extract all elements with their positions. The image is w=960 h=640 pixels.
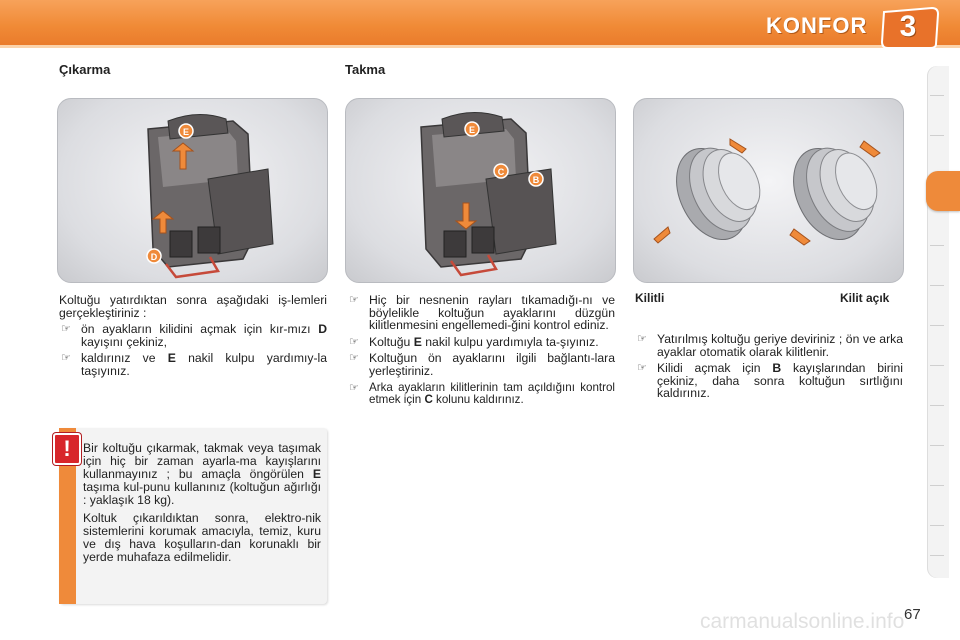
removal-intro: Koltuğu yatırdıktan sonra aşağıdaki iş-lemleri gerçekleştiriniz :	[59, 293, 327, 320]
pointing-hand-icon: ☞	[349, 335, 359, 348]
pointing-hand-icon: ☞	[637, 333, 647, 345]
removal-bullet-2-end: nakil kulpu yardımıy-la taşıyınız.	[81, 351, 327, 378]
install-bullet-3	[347, 352, 615, 377]
install-bullet-3-text: Koltuğun ön ayaklarını ilgili bağlantı-lara yerleştiriniz.	[369, 351, 615, 378]
rail-tick	[930, 245, 944, 246]
lock-text	[635, 333, 903, 404]
removal-bullet-1-text: ön ayakların kilidini açmak için kır-mızı	[81, 322, 311, 337]
rail-tick	[930, 405, 944, 406]
install-bullet-4-text: Arka ayakların kilitlerinin tam açıldığını kontrol etmek için	[369, 380, 615, 407]
seat-lock-figure	[633, 98, 904, 283]
seat-install-illustration	[346, 99, 615, 282]
fig2-label-e: E	[468, 125, 476, 135]
rail-tick	[930, 445, 944, 446]
chapter-number: 3	[899, 10, 917, 43]
key-e: E	[312, 467, 321, 481]
pointing-hand-icon: ☞	[349, 381, 359, 394]
lock-bullet-1-text: Yatırılmış koltuğu geriye deviriniz ; ön ve arka ayaklar otomatik olarak kilitlenir.	[657, 332, 903, 359]
warning-paragraph-2: Koltuk çıkarıldıktan sonra, elektro-nik sistemlerini korumak amacıyla, temiz, kuru ve dış hava koşulların-dan korunaklı bir yerde muhafaza edilmelidir.	[83, 511, 321, 564]
install-bullet-4-end: kolunu kaldırınız.	[436, 393, 524, 407]
key-d: D	[318, 322, 327, 337]
seat-removal-figure	[57, 98, 328, 283]
watermark: carmanualsonline.info	[700, 610, 905, 633]
install-bullet-2-end: nakil kulpu yardımıyla ta-şıyınız.	[425, 334, 599, 349]
install-bullet-4	[347, 382, 615, 407]
pointing-hand-icon: ☞	[637, 362, 647, 375]
pointing-hand-icon: ☞	[61, 323, 71, 336]
warning-paragraph-1-text: Bir koltuğu çıkarmak, takmak veya taşımak için hiç bir zaman ayarla-ma kayışlarını kullanmayınız ; bu amaçla öngörülen	[83, 441, 321, 481]
key-b: B	[772, 361, 782, 376]
key-e: E	[167, 351, 176, 366]
lock-bullet-2-text: Kilidi açmak için	[657, 361, 761, 376]
removal-title: Çıkarma	[59, 62, 111, 77]
key-c: C	[424, 393, 433, 407]
install-bullet-2	[347, 336, 615, 349]
removal-bullet-1	[59, 323, 327, 348]
install-bullet-1-text: Hiç bir nesnenin rayları tıkamadığı-nı ve böylelikle koltuğun ayaklarını düzgün kilitlenmesini engellemedi-ğini kontrol ediniz.	[369, 293, 615, 333]
page-number: 67	[904, 606, 921, 623]
warning-text	[83, 442, 321, 569]
install-bullet-1	[347, 294, 615, 332]
rail-tick	[930, 95, 944, 96]
lock-bullet-2-end: kayışlarından birini çekiniz, daha sonra koltuğun sırtlığını kaldırınız.	[657, 361, 903, 401]
install-text	[347, 294, 615, 411]
lock-bullet-1	[635, 333, 903, 358]
rail-tick	[930, 525, 944, 526]
rail-tick	[930, 135, 944, 136]
label-locked: Kilitli	[635, 291, 665, 305]
removal-bullet-2-text: kaldırınız ve	[81, 351, 156, 366]
fig2-label-b: B	[532, 175, 540, 185]
warning-paragraph-1-end: taşıma kul-punu kullanınız (koltuğun ağırlığı : yaklaşık 18 kg).	[83, 480, 321, 507]
rail-tick	[930, 285, 944, 286]
pointing-hand-icon: ☞	[61, 352, 71, 365]
removal-text	[59, 294, 327, 382]
rail-tick	[930, 325, 944, 326]
seat-removal-illustration	[58, 99, 327, 282]
fig2-label-c: C	[497, 167, 505, 177]
exclamation-icon: !	[53, 433, 81, 465]
fig1-label-d: D	[150, 252, 158, 262]
pointing-hand-icon: ☞	[349, 352, 359, 365]
pointing-hand-icon: ☞	[349, 294, 359, 306]
active-chapter-tab[interactable]	[926, 171, 960, 211]
label-unlocked: Kilit açık	[840, 291, 890, 305]
chapter-title: KONFOR	[766, 13, 868, 38]
seat-install-figure	[345, 98, 616, 283]
rail-tick	[930, 365, 944, 366]
removal-bullet-2	[59, 352, 327, 377]
key-e: E	[413, 334, 422, 349]
seat-lock-illustration	[634, 99, 903, 282]
rail-tick	[930, 555, 944, 556]
rail-tick	[930, 485, 944, 486]
chapter-rail	[927, 66, 949, 578]
install-bullet-2-text: Koltuğu	[369, 334, 411, 349]
fig1-label-e: E	[182, 127, 190, 137]
install-title: Takma	[345, 62, 386, 77]
warning-paragraph-1	[83, 442, 321, 507]
lock-bullet-2	[635, 362, 903, 400]
removal-bullet-1-end: kayışını çekiniz,	[81, 334, 168, 349]
